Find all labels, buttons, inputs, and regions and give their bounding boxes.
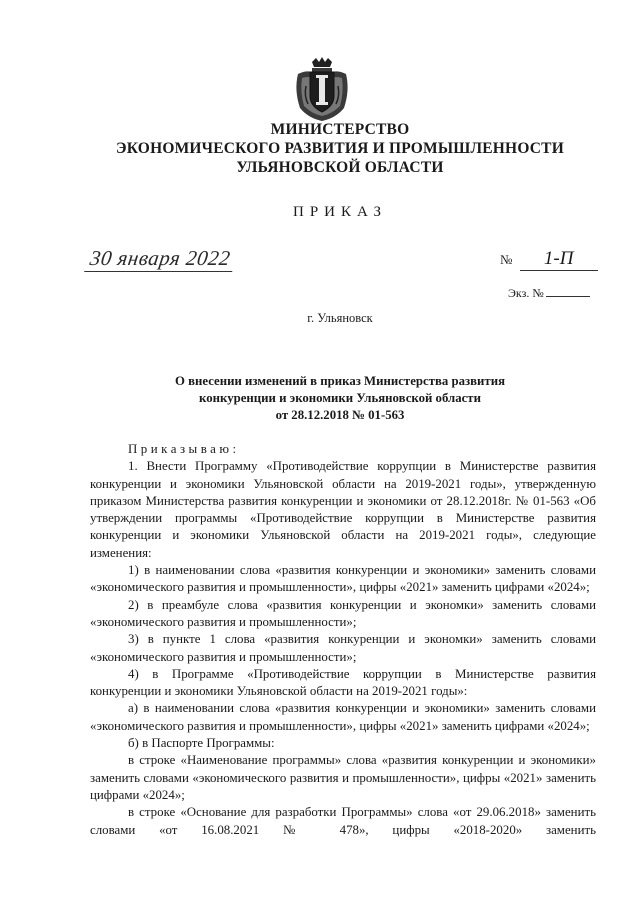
paragraph-1: 1. Внести Программу «Противодействие коррупции в Министерстве развития конкуренции и экономики Ульяновской области на 2019-2021 годы», утвержденную приказом Министерства развития конкуренции и экономики от 28.12.2018г. № 01-563 «Об утверждении программы «Противодействие коррупции в Министерстве развития конкуренции и экономики Ульяновской области на 2019-2021 годы», следующие изменения: — [90, 459, 596, 560]
paragraph-5: 4) в Программе «Противодействие коррупции в Министерстве развития конкуренции и экономики Ульяновской области на 2019-2021 годы»: — [90, 666, 596, 699]
paragraph-4: 3) в пункте 1 слова «развития конкуренции и экономки» заменить словами «экономического развития и промышленности»; — [90, 632, 596, 664]
number-label: № — [500, 252, 513, 267]
handwritten-date: 30 января 2022 — [84, 246, 236, 272]
paragraph-2: 1) в наименовании слова «развития конкуренции и экономики» заменить словами «экономического развития и промышленности», цифры «2021» заменить цифрами «2024»; — [90, 563, 596, 595]
paragraph-9: в строке «Основание для разработки Программы» слова «от 29.06.2018» заменить словами «от 16.08.2021 № 478», цифры «2018-2020» заменить — [90, 805, 596, 837]
coat-of-arms-emblem — [292, 56, 352, 122]
ministry-line-3: УЛЬЯНОВСКОЙ ОБЛАСТИ — [236, 159, 444, 176]
order-subject — [90, 373, 590, 424]
paragraph-7: б) в Паспорте Программы: — [128, 736, 275, 751]
copy-number-blank — [546, 296, 590, 297]
copy-number — [508, 286, 590, 301]
ministry-line-1: МИНИСТЕРСТВО — [270, 121, 410, 138]
order-word: Приказываю: — [128, 442, 240, 456]
ministry-name — [90, 120, 590, 177]
paragraph-6: а) в наименовании слова «развития конкуренции и экономики» заменить словами «экономического развития и промышленности», цифры «2021» заменить цифрами «2024»; — [90, 701, 596, 733]
subject-line-1: О внесении изменений в приказ Министерства развития — [174, 374, 506, 388]
paragraph-8: в строке «Наименование программы» слова «развития конкуренции и экономики» заменить словами «экономического развития и промышленности», цифры «2021» заменить цифрами «2024»; — [90, 753, 596, 802]
copy-label: Экз. № — [508, 286, 544, 300]
document-type-title: ПРИКАЗ — [293, 204, 387, 220]
handwritten-number: 1-П — [520, 248, 598, 271]
order-number — [500, 248, 598, 271]
city: г. Ульяновск — [307, 311, 373, 325]
subject-line-3: от 28.12.2018 № 01-563 — [275, 408, 405, 422]
subject-line-2: конкуренции и экономики Ульяновской области — [199, 391, 481, 405]
paragraph-3: 2) в преамбуле слова «развития конкуренции и экономки» заменить словами «экономического развития и промышленности»; — [90, 597, 596, 629]
order-body — [90, 441, 596, 839]
ministry-line-2: ЭКОНОМИЧЕСКОГО РАЗВИТИЯ И ПРОМЫШЛЕННОСТИ — [116, 140, 564, 157]
